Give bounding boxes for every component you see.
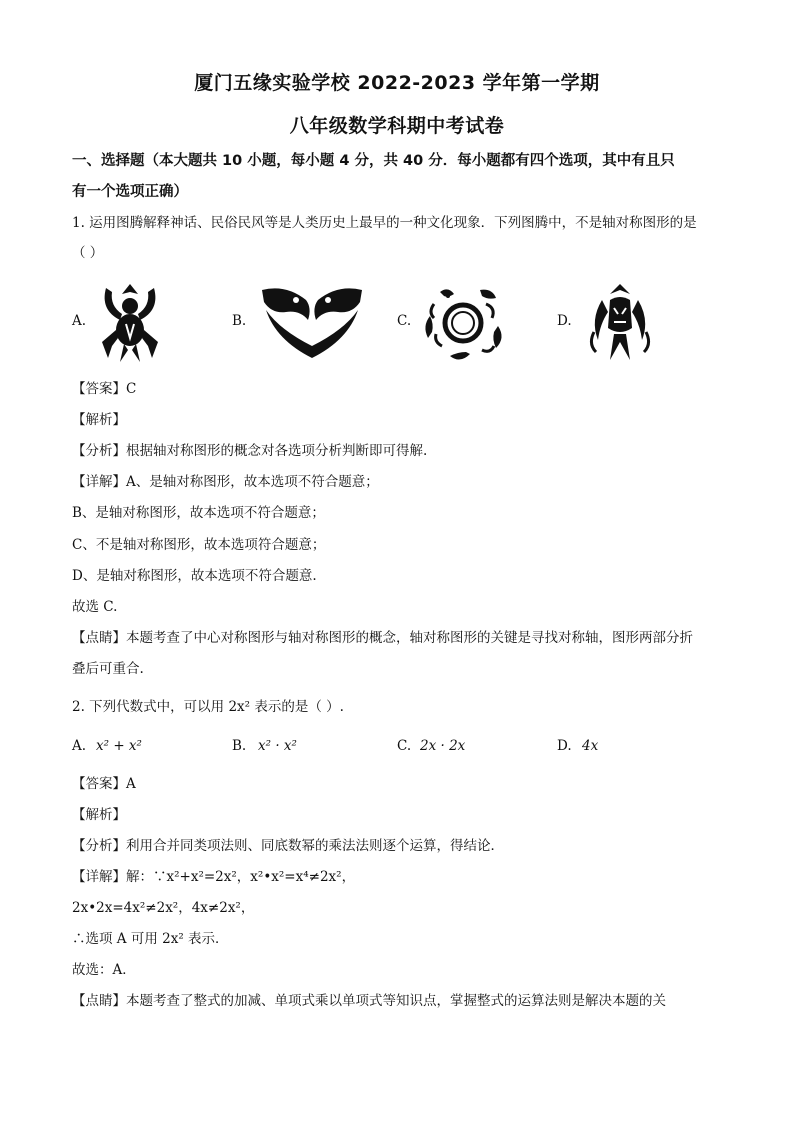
q1-analysis-line: 故选 C. — [72, 599, 118, 615]
q2-analysis-line: 【点睛】本题考查了整式的加减、单项式乘以单项式等知识点，掌握整式的运算法则是解决本题的关 — [72, 993, 666, 1009]
q2-analysis-line: 故选：A． — [72, 962, 136, 978]
section-heading: 一、选择题（本大题共 10 小题，每小题 4 分，共 40 分．每小题都有四个选项，其中有且只 — [72, 153, 675, 169]
q1-analysis-line: 叠后可重合. — [72, 661, 144, 677]
q2-option-b-label: B. — [232, 738, 247, 754]
q1-analysis-line: C、不是轴对称图形，故本选项符合题意； — [72, 537, 326, 553]
q2-option-a-expr: x² + x² — [96, 738, 142, 754]
q1-stem: 1. 运用图腾解释神话、民俗民风等是人类历史上最早的一种文化现象．下列图腾中，不是轴对称图形的是 — [72, 215, 697, 231]
q1-option-b-label: B. — [232, 313, 247, 329]
q2-analysis-line: ∴选项 A 可用 2x² 表示． — [72, 931, 229, 947]
q2-option-d-label: D. — [557, 738, 572, 754]
exam-subtitle: 八年级数学科期中考试卷 — [289, 115, 505, 137]
totem-fish-heart-figure — [256, 280, 368, 364]
q2-option-c-label: C. — [397, 738, 412, 754]
exam-title: 厦门五缘实验学校 2022-2023 学年第一学期 — [194, 72, 600, 94]
totem-spider-figure — [94, 280, 166, 364]
q2-analysis-line: 【详解】解：∵x²+x²=2x²，x²•x²=x⁴≠2x²， — [72, 869, 356, 885]
q2-option-c-expr: 2x · 2x — [420, 738, 466, 754]
q1-analysis-line: 【详解】A、是轴对称图形，故本选项不符合题意； — [72, 474, 379, 490]
q1-stem-blank: （ ） — [72, 245, 104, 261]
q2-analysis-line: 【分析】利用合并同类项法则、同底数幂的乘法法则逐个运算，得结论． — [72, 838, 504, 854]
q2-analysis-tag: 【解析】 — [72, 807, 126, 823]
q1-option-d-label: D. — [557, 313, 572, 329]
q1-analysis-line: B、是轴对称图形，故本选项不符合题意； — [72, 505, 325, 521]
q2-stem: 2. 下列代数式中，可以用 2x² 表示的是（ ）. — [72, 699, 344, 715]
totem-dragon-ring-figure — [420, 282, 506, 364]
q1-answer: 【答案】C — [72, 381, 137, 397]
section-heading-cont: 有一个选项正确） — [72, 184, 188, 200]
q2-analysis-line: 2x•2x=4x²≠2x²，4x≠2x²， — [72, 900, 255, 916]
q1-option-c-label: C. — [397, 313, 412, 329]
q2-option-d-expr: 4x — [582, 738, 599, 754]
totem-mask-figure — [586, 280, 654, 364]
q2-option-a-label: A. — [72, 738, 87, 754]
q1-analysis-tag: 【解析】 — [72, 412, 126, 428]
q1-analysis-line: 【分析】根据轴对称图形的概念对各选项分析判断即可得解. — [72, 443, 428, 459]
q1-analysis-line: D、是轴对称图形，故本选项不符合题意. — [72, 568, 317, 584]
q2-option-b-expr: x² · x² — [258, 738, 297, 754]
q2-answer: 【答案】A — [72, 776, 136, 792]
q1-option-a-label: A. — [72, 313, 87, 329]
q1-analysis-line: 【点睛】本题考查了中心对称图形与轴对称图形的概念，轴对称图形的关键是寻找对称轴，图形两部分折 — [72, 630, 693, 646]
